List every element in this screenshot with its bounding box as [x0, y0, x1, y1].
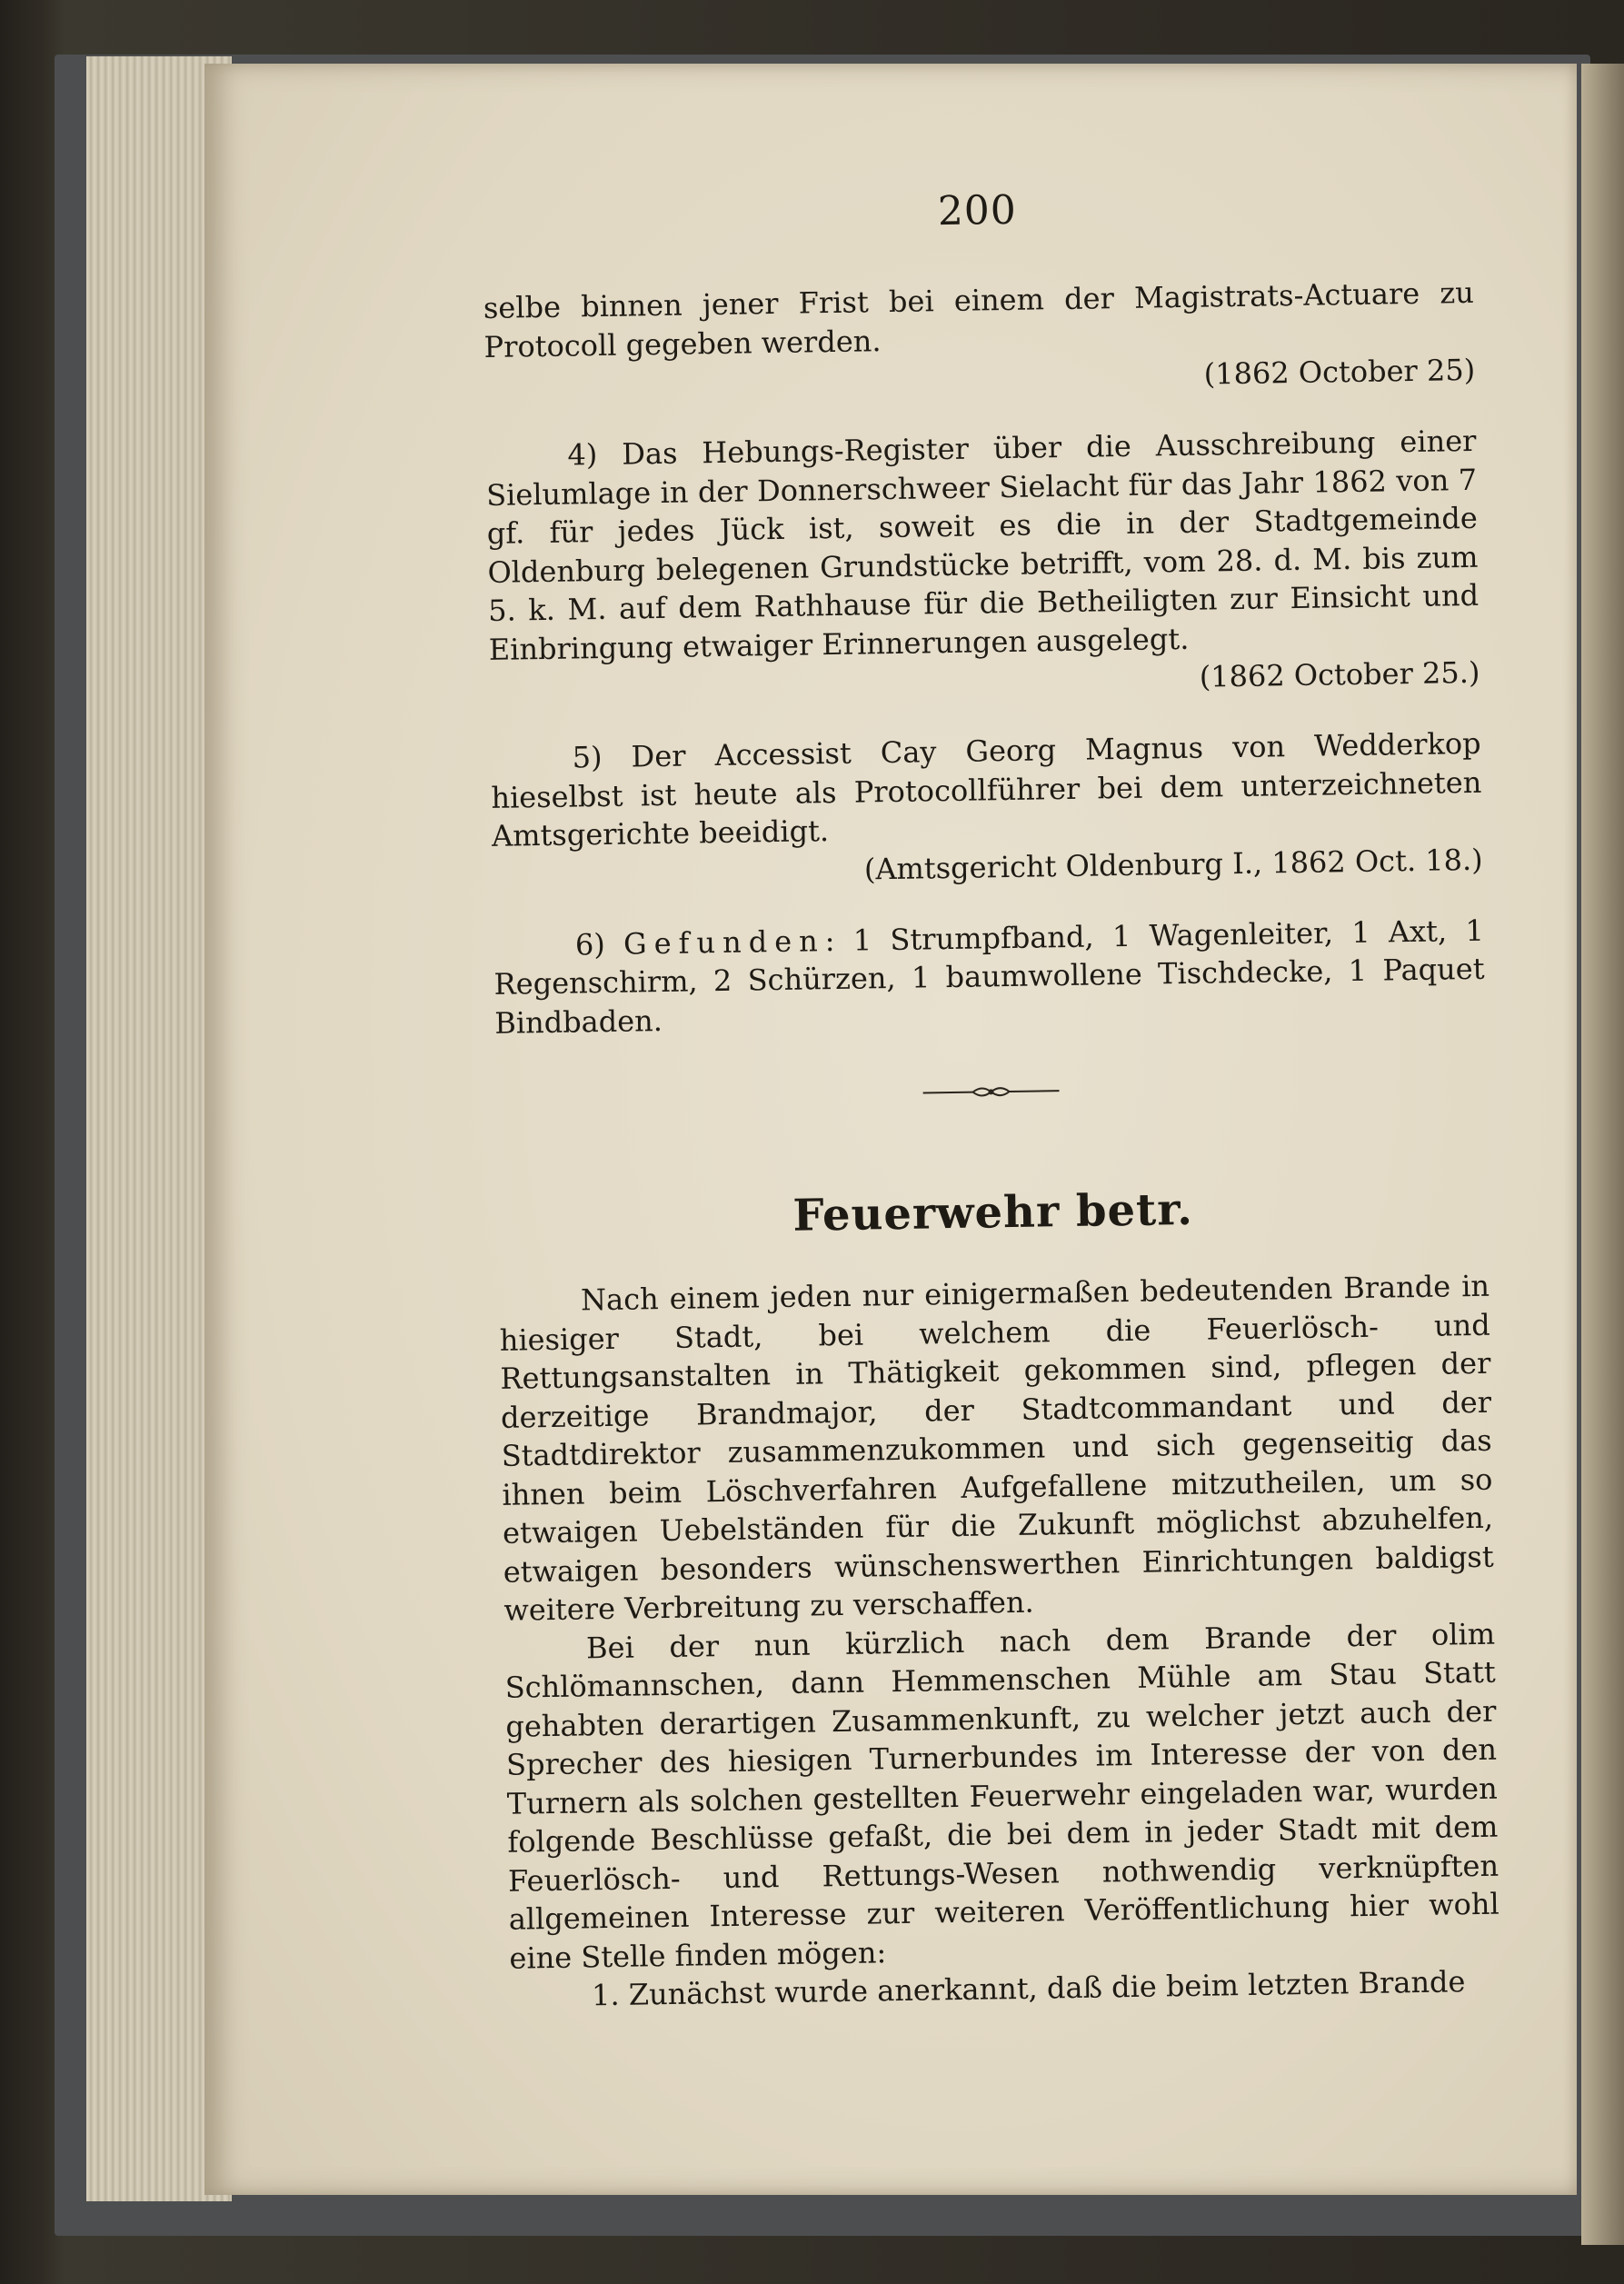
- date-line: (1862 October 25.): [1199, 654, 1480, 694]
- ornament-divider: [495, 1074, 1486, 1113]
- facing-page-edge: [1581, 64, 1624, 2245]
- body-paragraph-3: 1. Zunächst wurde anerkannt, daß die beim letzten Brande: [591, 1964, 1466, 2013]
- body-paragraph-2: Bei der nun kürzlich nach dem Brande der olim Schlömannschen, dann Hemmenschen Mühle am Stau Statt gehabten derartigen Zusammenkunft, zu welcher jetzt auch der Sprecher des hiesigen Turnerbundes im Interesse der von den Turnern als solchen gestellten Feuerwehr eingeladen war, wurden folgende Beschlüsse gefaßt, die bei dem in jeder Stadt mit dem Feuerlösch- und Rettungs-Wesen nothwendig verknüpften allgemeinen Interesse zur weiteren Veröffentlichung hier wohl eine Stelle finden mögen:: [504, 1616, 1499, 1976]
- found-label: Gefunden: [623, 923, 825, 962]
- notice-5: 5) Der Accessist Cay Georg Magnus von Wedderkop hieselbst ist heute als Protocollführer bei dem unterzeichneten Amtsgerichte beeidigt.: [491, 725, 1482, 853]
- body-paragraph-1: Nach einem jeden nur einigermaßen bedeutenden Brande in hiesiger Stadt, bei welchem die Feuerlösch- und Rettungsanstalten in Thätigkeit gekommen sind, pflegen der derzeitige Brandmajor, der Stadtcommandant und der Stadtdirektor zusammenzukommen und sich gegenseitig das ihnen beim Löschverfahren Aufgefallene mitzutheilen, um so etwaigen Uebelständen für die Zukunft möglichst abzuhelfen, etwaigen besonders wünschenswerthen Einrichtungen baldigst weitere Verbreitung zu verschaffen.: [499, 1268, 1494, 1628]
- date-line: (1862 October 25): [1203, 352, 1476, 392]
- date-line: (Amtsgericht Oldenburg I., 1862 Oct. 18.): [863, 842, 1483, 886]
- notice-6: [493, 911, 1486, 1042]
- page-number: 200: [937, 186, 1018, 235]
- found-items: : 1 Strumpfband, 1 Wagenleiter, 1 Axt, 1 Regenschirm, 2 Schürzen, 1 baumwollene Tischdecke, 1 Paquet Bindbaden.: [493, 913, 1485, 1041]
- notice-4: 4) Das Hebungs-Register über die Ausschreibung einer Sielumlage in der Donnerschweer Sielacht für das Jahr 1862 von 7 gf. für jedes Jück ist, soweit es die in der Stadtgemeinde Oldenburg belegenen Grundstücke betrifft, vom 28. d. M. bis zum 5. k. M. auf dem Rathhause für die Betheiligten zur Einsicht und Einbringung etwaiger Erinnerungen ausgelegt.: [485, 423, 1480, 667]
- section-heading: Feuerwehr betr.: [792, 1183, 1194, 1242]
- page-text: [482, 180, 1500, 2016]
- paragraph-continuation: selbe binnen jener Frist bei einem der Magistrats-Actuare zu Protocoll gegeben werden.: [483, 274, 1475, 364]
- item-number: 6): [574, 926, 624, 962]
